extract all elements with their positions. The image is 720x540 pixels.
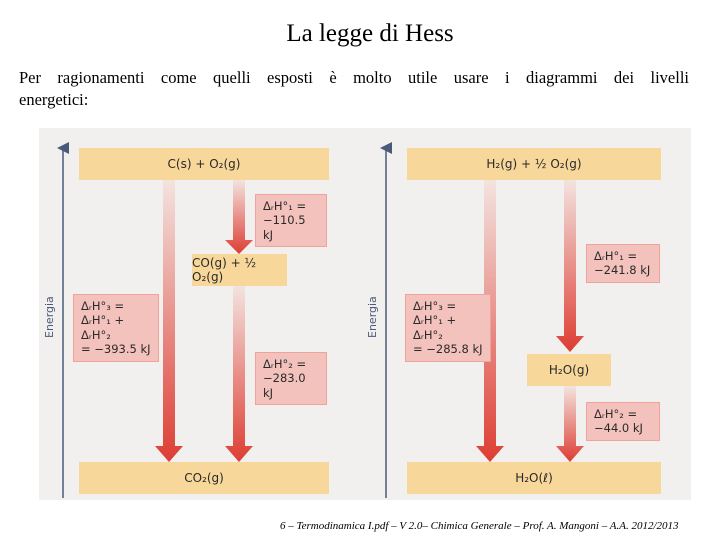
intro-text-line-2: energetici: — [19, 90, 89, 109]
slide-footer: 6 – Termodinamica I.pdf – V 2.0– Chimica Generale – Prof. A. Mangoni – A.A. 2012/2013 — [280, 520, 679, 532]
right-dh2-label: ΔᵣH°₂ = — [594, 407, 638, 421]
left-dh3-sum: ΔᵣH°₁ + ΔᵣH°₂ — [81, 313, 125, 342]
left-dh1-label: ΔᵣH°₁ = — [263, 199, 307, 213]
right-dh1-value: −241.8 kJ — [594, 263, 651, 278]
left-energy-label: Energia — [43, 296, 56, 338]
left-dh2-box — [255, 352, 327, 405]
left-dh2-label: ΔᵣH°₂ = — [263, 357, 307, 371]
right-dh3-sum: ΔᵣH°₁ + ΔᵣH°₂ — [413, 313, 457, 342]
left-level-bottom: CO₂(g) — [79, 462, 329, 494]
left-level-middle: CO(g) + ½ O₂(g) — [192, 254, 287, 286]
right-energy-label: Energia — [366, 296, 379, 338]
energy-level-diagrams-figure — [39, 128, 691, 500]
right-dh2-box — [586, 402, 660, 441]
left-level-top: C(s) + O₂(g) — [79, 148, 329, 180]
left-arrow-step2 — [225, 286, 253, 462]
right-dh1-label: ΔᵣH°₁ = — [594, 249, 638, 263]
right-level-top: H₂(g) + ½ O₂(g) — [407, 148, 661, 180]
left-arrow-step1 — [225, 180, 253, 254]
left-dh3-value: = −393.5 kJ — [81, 342, 151, 357]
left-dh1-box — [255, 194, 327, 247]
right-dh2-value: −44.0 kJ — [594, 421, 643, 436]
left-dh1-value: −110.5 kJ — [263, 213, 306, 242]
right-dh1-box — [586, 244, 660, 283]
left-dh3-label: ΔᵣH°₃ = — [81, 299, 125, 313]
right-level-middle: H₂O(g) — [527, 354, 611, 386]
left-dh2-value: −283.0 kJ — [263, 371, 306, 400]
right-dh3-box — [405, 294, 491, 362]
left-arrow-overall — [155, 180, 183, 462]
right-level-bottom: H₂O(ℓ) — [407, 462, 661, 494]
right-dh3-value: = −285.8 kJ — [413, 342, 483, 357]
right-arrow-step1 — [556, 180, 584, 352]
right-dh3-label: ΔᵣH°₃ = — [413, 299, 457, 313]
slide-title: La legge di Hess — [286, 20, 454, 47]
right-arrow-step2 — [556, 386, 584, 462]
intro-text-line-1: Per ragionamenti come quelli esposti è molto utile usare i diagrammi dei livelli — [19, 68, 689, 87]
left-dh3-box — [73, 294, 159, 362]
